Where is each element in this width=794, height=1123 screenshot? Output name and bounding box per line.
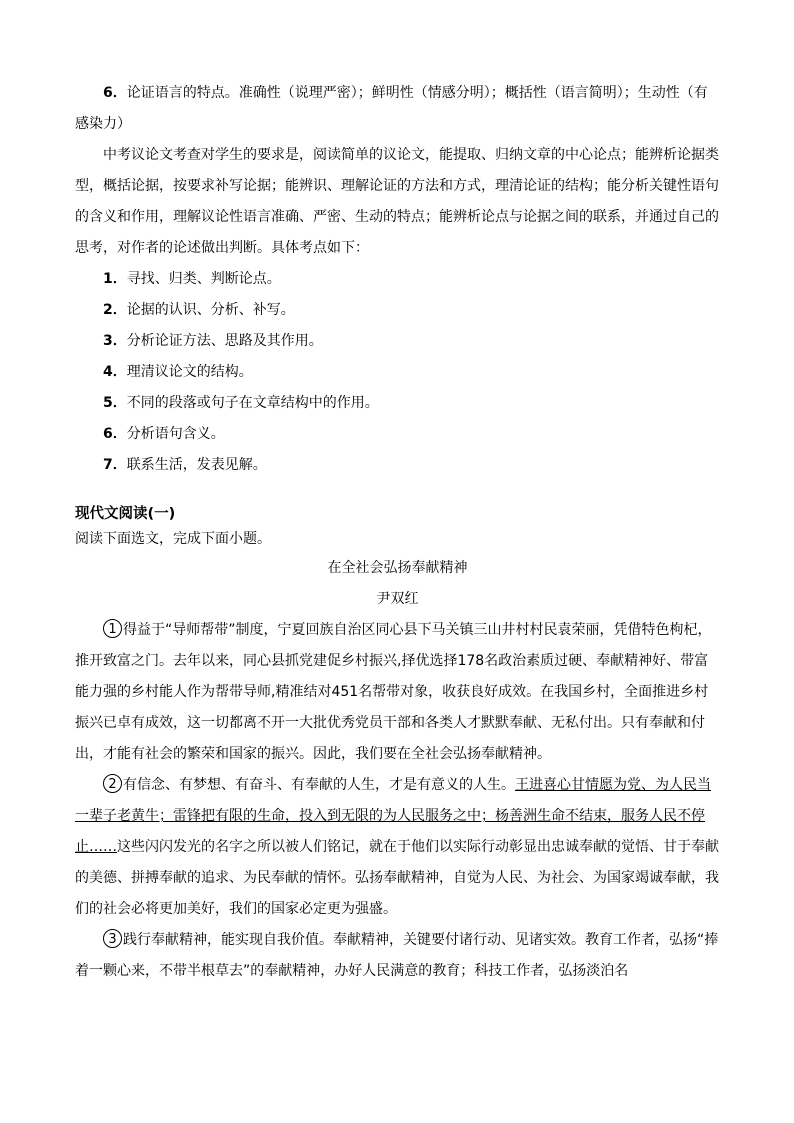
requirements-paragraph: 中考议论文考查对学生的要求是，阅读简单的议论文，能提取、归纳文章的中心论点；能辨析论据类型，概括论据，按要求补写论据；能辨识、理解论证的方法和方式，理清论证的结构；能分析关键性语句的含义和作用，理解议论性语言准确、严密、生动的特点；能辨析论点与论据之间的联系，并通过自己的思考，对作者的论述做出判断。具体考点如下： (75, 147, 719, 256)
document-page (75, 78, 720, 987)
item-number: 1． (103, 271, 127, 287)
article-title: 在全社会弘扬奉献精神 (327, 560, 468, 576)
intro-item-6 (75, 78, 720, 140)
item-number: 3． (103, 333, 127, 349)
item-number: 2． (103, 302, 127, 318)
item-text: 不同的段落或句子在文章结构中的作用。 (126, 395, 379, 411)
list-item (75, 357, 720, 388)
item-text: 论证语言的特点。准确性（说理严密）；鲜明性（情感分明）；概括性（语言简明）；生动性（有感染力） (75, 85, 708, 132)
item-number: 7． (103, 457, 127, 473)
item-text: 分析语句含义。 (126, 426, 225, 442)
item-number: 6． (103, 85, 127, 101)
item-number: 4． (103, 364, 127, 380)
item-text: 论据的认识、分析、补写。 (126, 302, 295, 318)
paragraph-text: 践行奉献精神，能实现自我价值。奉献精神，关键要付诸行动、见诸实效。教育工作者，弘扬“捧着一颗心来，不带半根草去”的奉献精神，办好人民满意的教育；科技工作者，弘扬淡泊名 (75, 932, 719, 979)
list-item (75, 450, 720, 481)
paragraph-number-badge: 1 (103, 619, 122, 638)
paragraph-text: 得益于“导师帮带”制度，宁夏回族自治区同心县下马关镇三山井村村民袁荣丽，凭借特色枸杞，推开致富之门。去年以来，同心县抓党建促乡村振兴,择优选择178名政治素质过硬、奉献精神好、带富能力强的乡村能人作为帮带导师,精准结对451名帮带对象，收获良好成效。在我国乡村，全面推进乡村振兴已卓有成效，这一切都离不开一大批优秀党员干部和各类人才默默奉献、无私付出。只有奉献和付出，才能有社会的繁荣和国家的振兴。因此，我们要在全社会弘扬奉献精神。 (75, 622, 712, 762)
item-text: 理清议论文的结构。 (126, 364, 253, 380)
list-item (75, 419, 720, 450)
list-item (75, 295, 720, 326)
article-paragraph-1 (75, 615, 720, 770)
paragraph-number-badge: 2 (103, 774, 122, 793)
item-text: 寻找、归类、判断论点。 (126, 271, 281, 287)
paragraph-text: 有信念、有梦想、有奋斗、有奉献的人生，才是有意义的人生。 (123, 777, 515, 793)
list-item (75, 264, 720, 295)
item-text: 联系生活，发表见解。 (126, 457, 267, 473)
article-paragraph-2 (75, 770, 720, 925)
item-number: 6． (103, 426, 127, 442)
item-number: 5． (103, 395, 127, 411)
paragraph-text: 这些闪闪发光的名字之所以被人们铭记，就在于他们以实际行动彰显出忠诚奉献的觉悟、甘于奉献的美德、拼搏奉献的追求、为民奉献的情怀。弘扬奉献精神，自觉为人民、为社会、为国家竭诚奉献，我们的社会必将更加美好，我们的国家必定更为强盛。 (75, 839, 719, 917)
article-paragraph-3 (75, 925, 720, 987)
section-title: 现代文阅读(一) (75, 506, 176, 522)
list-item (75, 388, 720, 419)
list-item (75, 326, 720, 357)
underlined-text: 王进喜心甘情愿为党、为人民当一辈子老黄牛；雷锋把有限的生命，投入到无限的为人民服务之中；杨善洲生命不结束，服务人民不停止…… (75, 777, 711, 855)
item-text: 分析论证方法、思路及其作用。 (126, 333, 323, 349)
exam-points-list (75, 264, 720, 481)
paragraph-number-badge: 3 (103, 929, 122, 948)
section-instruction: 阅读下面选文，完成下面小题。 (75, 531, 271, 547)
article-author: 尹双红 (376, 591, 419, 607)
